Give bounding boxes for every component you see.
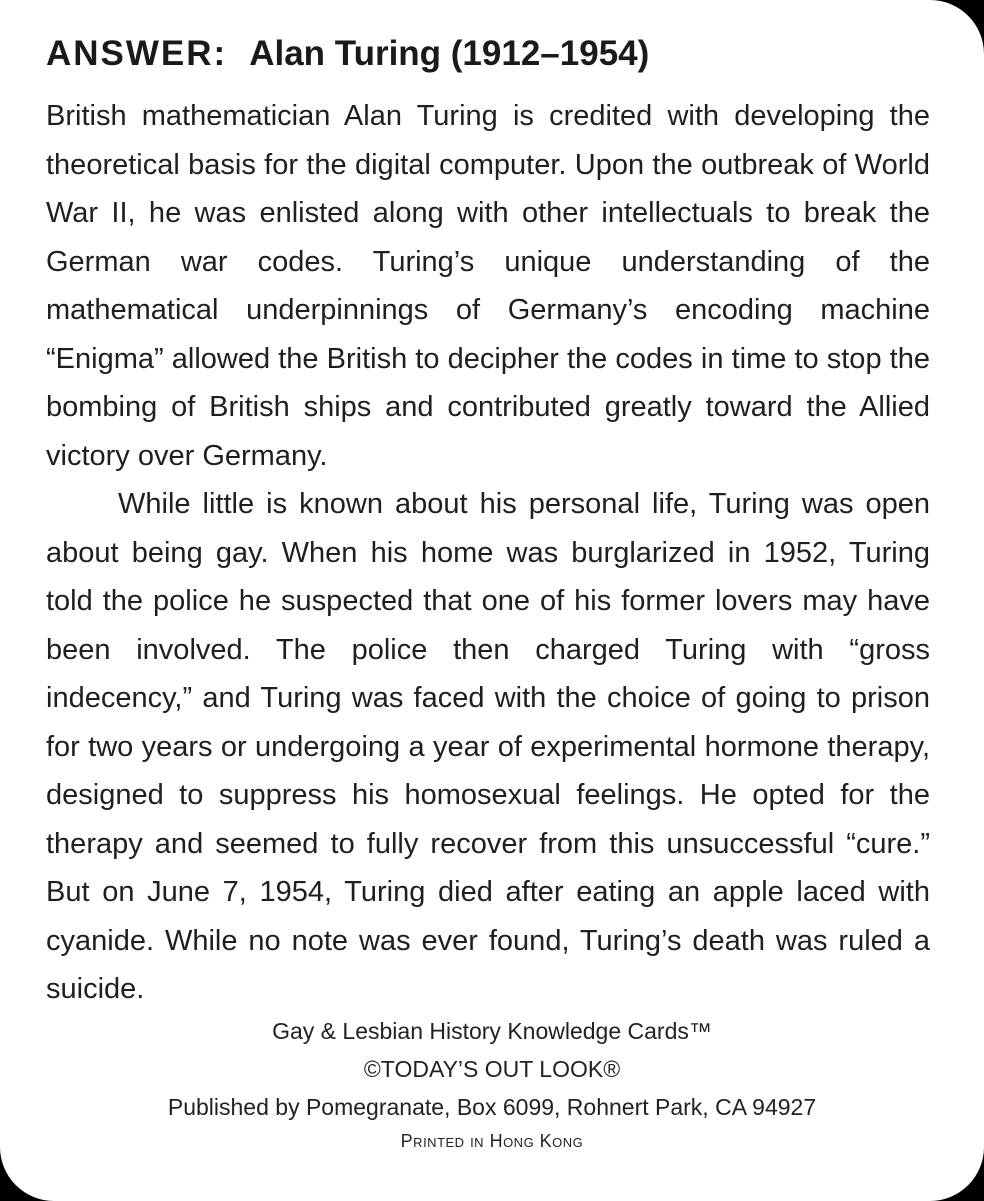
answer-heading: [46, 26, 946, 82]
card-footer: [0, 1012, 984, 1156]
copyright-line: ©TODAY’S OUT LOOK®: [363, 1056, 621, 1082]
paragraph-2: While little is known about his personal life, Turing was open about being gay. When his home was burglarized in 1952, Turing told the police he suspected that one of his former lovers may have been involved. The police then charged Turing with “gross indecency,” and Turing was faced with the choice of going to prison for two years or undergoing a year of experimental hormone therapy, designed to suppress his homosexual feelings. He opted for the therapy and seemed to fully recover from this unsuccessful “cure.” But on June 7, 1954, Turing died after eating an apple laced with cyanide. While no note was ever found, Turing’s death was ruled a suicide.: [46, 488, 930, 1005]
series-line: Gay & Lesbian History Knowledge Cards™: [272, 1018, 712, 1044]
printed-line: Printed in Hong Kong: [400, 1131, 584, 1151]
card-body: [46, 92, 930, 1014]
answer-label: ANSWER:: [46, 34, 228, 73]
paragraph-1: British mathematician Alan Turing is credited with developing the theoretical basis for the digital computer. Upon the outbreak of World War II, he was enlisted along with other intellectuals to break the German war codes. Turing’s unique understanding of the mathematical underpinnings of Germany’s encoding machine “Enigma” allowed the British to decipher the codes in time to stop the bombing of British ships and contributed greatly toward the Allied victory over Germany.: [46, 100, 930, 472]
publisher-line: Published by Pomegranate, Box 6099, Rohnert Park, CA 94927: [167, 1094, 817, 1120]
answer-title: Alan Turing (1912–1954): [249, 34, 650, 73]
